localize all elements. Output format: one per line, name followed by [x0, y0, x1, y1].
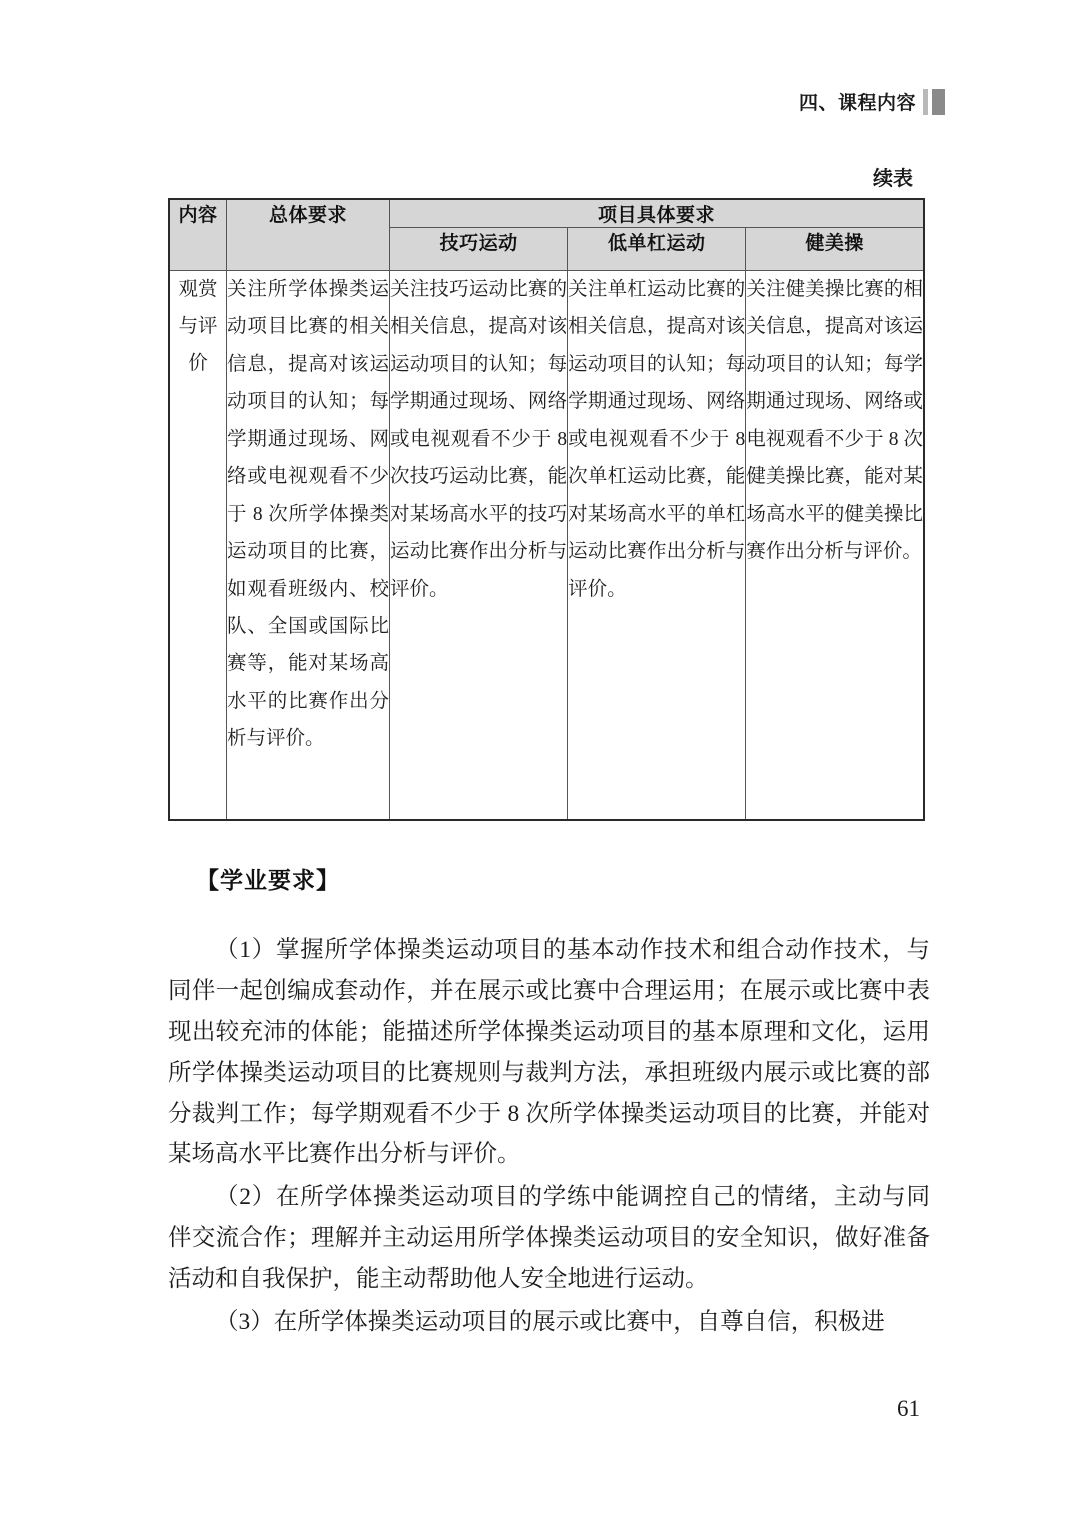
column-header-skill-movement: 技巧运动 — [390, 228, 568, 271]
column-header-overall-requirement: 总体要求 — [227, 199, 390, 271]
table-body — [169, 271, 924, 821]
cell-low-bar-movement: 关注单杠运动比赛的相关信息，提高对该运动项目的认知；每学期通过现场、网络或电视观看不少于 8 次单杠运动比赛，能对某场高水平的单杠运动比赛作出分析与评价。 — [568, 271, 746, 821]
table-head — [169, 199, 924, 271]
requirements-table — [168, 198, 925, 821]
paragraph-3: （3）在所学体操类运动项目的展示或比赛中，自尊自信，积极进 — [215, 1308, 885, 1335]
paragraph-1: （1）掌握所学体操类运动项目的基本动作技术和组合动作技术，与同伴一起创编成套动作，并在展示或比赛中合理运用；在展示或比赛中表现出较充沛的体能；能描述所学体操类运动项目的基本原理和文化，运用所学体操类运动项目的比赛规则与裁判方法，承担班级内展示或比赛的部分裁判工作；每学期观看不少于 8 次所学体操类运动项目的比赛，并能对某场高水平比赛作出分析与评价。 — [168, 937, 930, 1168]
table-continued-caption: 续表 — [873, 168, 913, 190]
decor-thin-bar-icon — [923, 89, 928, 115]
column-header-low-bar-movement: 低单杠运动 — [568, 228, 746, 271]
running-head-title: 四、课程内容 — [798, 93, 916, 114]
running-head-decoration — [923, 89, 945, 115]
cell-skill-movement: 关注技巧运动比赛的相关信息，提高对该运动项目的认知；每学期通过现场、网络或电视观看不少于 8 次技巧运动比赛，能对某场高水平的技巧运动比赛作出分析与评价。 — [390, 271, 568, 821]
table-row — [169, 271, 924, 821]
cell-topic-appreciation-and-evaluation: 观赏与评价 — [169, 271, 227, 821]
paragraph-2: （2）在所学体操类运动项目的学练中能调控自己的情绪，主动与同伴交流合作；理解并主动运用所学体操类运动项目的安全知识，做好准备活动和自我保护，能主动帮助他人安全地进行运动。 — [168, 1184, 930, 1292]
column-header-aerobics: 健美操 — [746, 228, 924, 271]
body-text — [168, 930, 930, 1345]
section-heading-academic-requirements: 【学业要求】 — [196, 867, 340, 893]
table-header-row-1 — [169, 199, 924, 228]
column-header-content: 内容 — [169, 199, 227, 271]
page-number: 61 — [897, 1396, 920, 1421]
running-head — [799, 88, 945, 115]
column-header-project-specific-requirements: 项目具体要求 — [390, 199, 925, 228]
decor-thick-bar-icon — [932, 89, 945, 115]
cell-overall-requirement: 关注所学体操类运动项目比赛的相关信息，提高对该运动项目的认知；每学期通过现场、网络或电视观看不少于 8 次所学体操类运动项目的比赛，如观看班级内、校队、全国或国际比赛等，能对某场高水平的比赛作出分析与评价。 — [227, 271, 390, 821]
requirements-table-wrapper — [168, 198, 923, 821]
cell-aerobics: 关注健美操比赛的相关信息，提高对该运动项目的认知；每学期通过现场、网络或电视观看不少于 8 次健美操比赛，能对某场高水平的健美操比赛作出分析与评价。 — [746, 271, 924, 821]
